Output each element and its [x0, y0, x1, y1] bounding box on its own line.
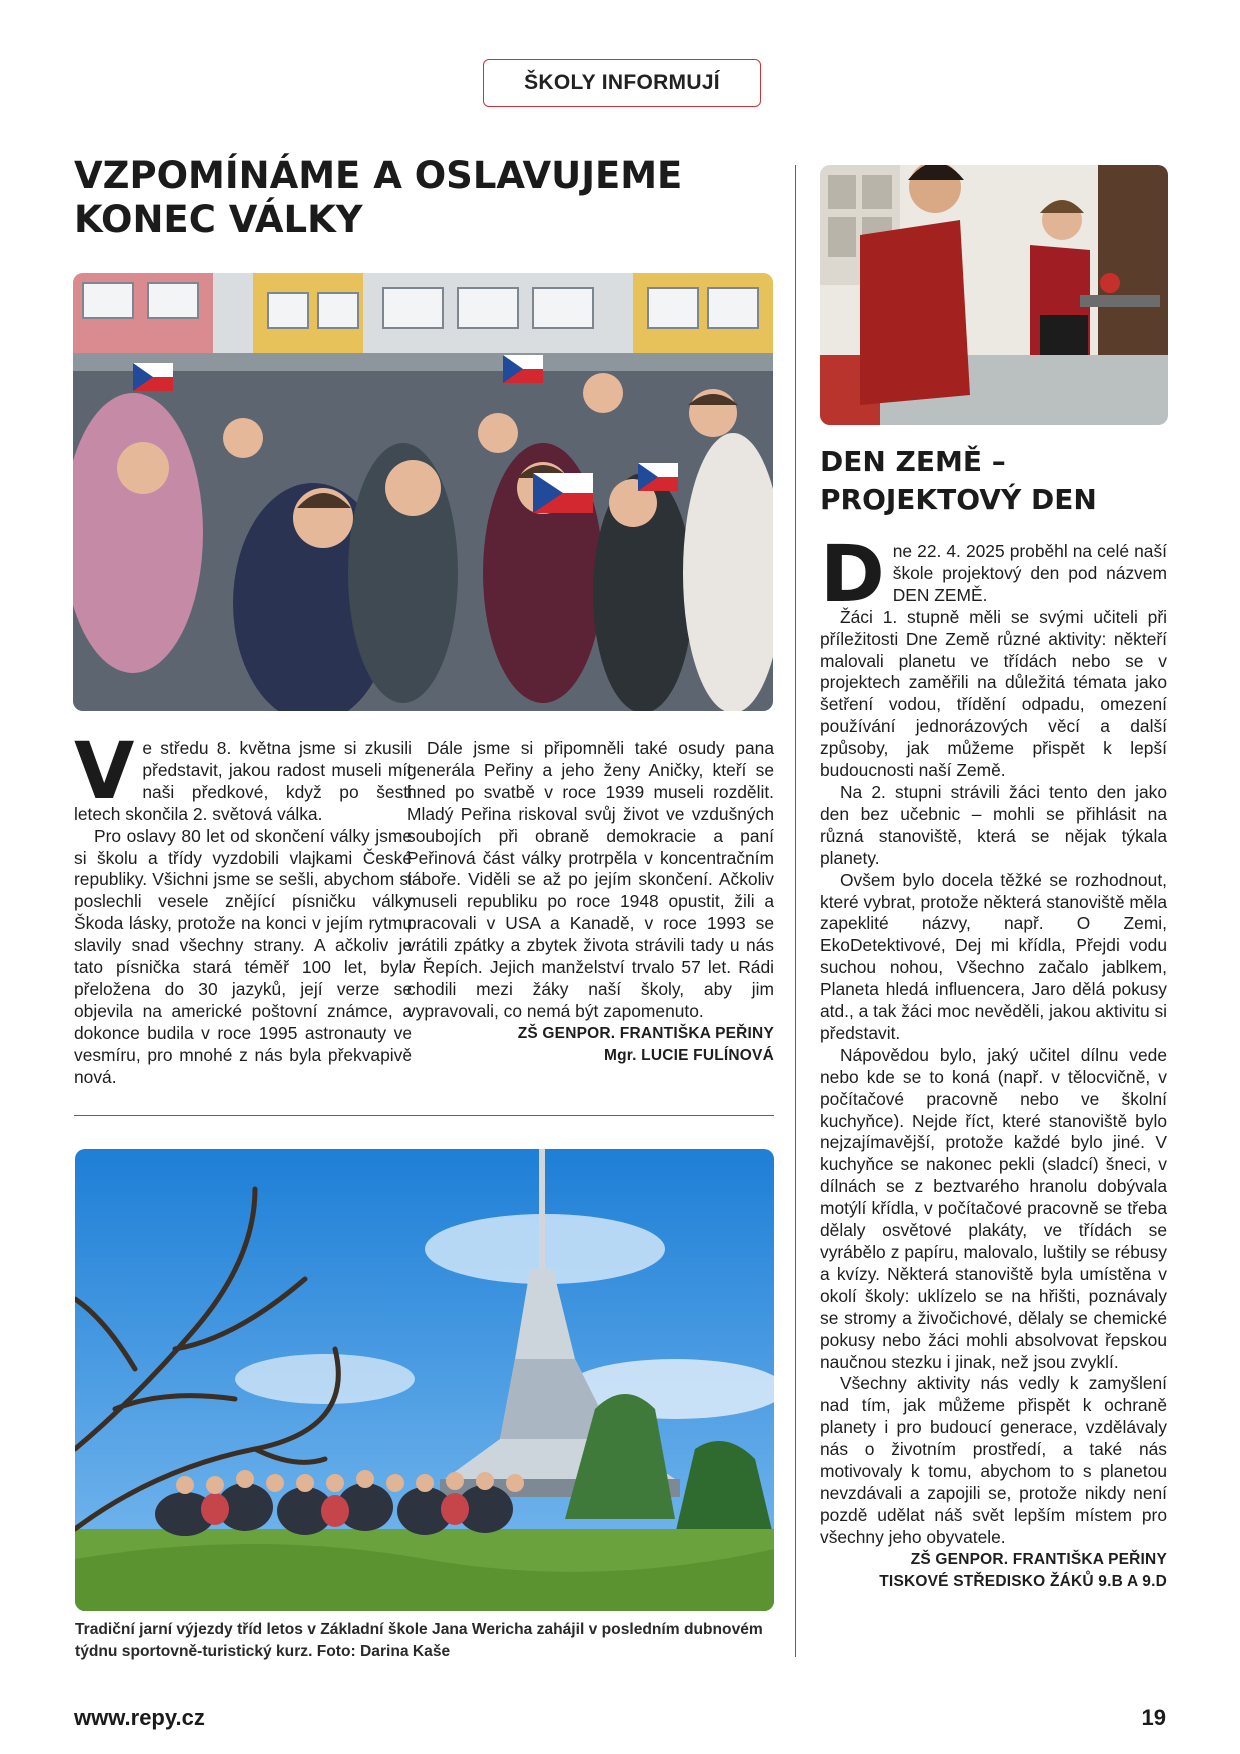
headline-line-2: PROJEKTOVÝ DEN — [820, 483, 1097, 516]
earth-day-paragraph-6: Všechny aktivity nás vedly k zamyšlení nad tím, jak můžeme přispět k ochraně planety i pro budoucí generace, vzdělávaly nás o životním prostředí, a také nás motivovaly k tomu, abychom to s planetou nevzdávali a zapojili se, protože nikdy není pozdě udělat náš svět lepším místem pro všechny jeho obyvatele. — [820, 1373, 1167, 1547]
photo-students-flags — [73, 273, 773, 711]
photo-workshop-students — [820, 165, 1168, 425]
war-article-lead: e středu 8. května jsme si zkusili představit, jakou radost museli mít naši předkové, když po šesti letech skončila 2. světová válka. — [74, 738, 412, 824]
horizontal-divider — [74, 1115, 774, 1116]
vertical-divider — [795, 165, 796, 1657]
earth-day-signature-school: ZŠ GENPOR. FRANTIŠKA PEŘINY — [910, 1550, 1167, 1568]
article-headline-war — [74, 154, 714, 242]
war-article-paragraph-3: Dále jsme si připomněli také osudy pana generála Peřiny a jeho ženy Aničky, kteří se hned po svatbě v roce 1939 museli rozdělit. Mladý Peřina riskoval svůj život ve vzdušných soubojích při obraně demokracie a paní Peřinová část války protrpěla v koncentračním táboře. Viděli se až po jejím skončení. Ačkoliv museli republiku po roce 1948 opustit, žili a pracovali v USA a Kanadě, v roce 1993 se vrátili zpátky a zbytek života strávili tady u nás v Řepích. Jejich manželství trvalo 57 let. Rádi chodili mezi žáky naší školy, aby jim vypravovali, co nemá být zapomenuto. — [407, 738, 774, 1021]
war-article-column-1 — [74, 727, 412, 1089]
headline-line-1: DEN ZEMĚ – — [820, 445, 1006, 478]
earth-day-paragraph-1 — [820, 530, 1167, 620]
war-article-signature-author: Mgr. LUCIE FULÍNOVÁ — [604, 1046, 774, 1064]
war-article-column-2 — [407, 738, 774, 1067]
footer-website-link[interactable]: www.repy.cz — [74, 1705, 205, 1730]
section-tag: ŠKOLY INFORMUJÍ — [483, 59, 761, 107]
war-article-signature-school: ZŠ GENPOR. FRANTIŠKA PEŘINY — [517, 1024, 774, 1042]
article-headline-earth-day — [820, 443, 1160, 519]
headline-line-1: VZPOMÍNÁME A OSLAVUJEME — [74, 154, 683, 197]
headline-line-2: KONEC VÁLKY — [74, 198, 363, 241]
war-article-paragraph-1 — [74, 727, 412, 826]
earth-day-paragraph-4: Ovšem bylo docela těžké se rozhodnout, které vybrat, protože některá stanoviště měla zapeklité názvy, např. O Zemi, EkoDetektivové, Dej mi křídla, Přejdi vodu suchou nohou, Všechno začalo jablkem, Planeta hledá influencera, Jaro dělá pokusy atd., a tak žáci moc nevěděli, jakou aktivitu si představit. — [820, 869, 1168, 1043]
earth-day-paragraph-5: Nápovědou bylo, jaký učitel dílnu vede nebo kde se to koná (např. v tělocvičně, v počítačové pracovně nebo ve školní kuchyňce). Nejde říct, které stanoviště bylo nejzajímavější, protože každé bylo jiné. V kuchyňce se nakonec pekli (sladcí) šneci, v dílnách se z beztvarého hranolu dobývala motýlí křídla, v počítačové pracovně se třeba dělaly osvětové plakáty, ve třídách se vyrábělo z papíru, malovalo, luštily se rébusy a kvízy. Některá stanoviště byla umístěna v okolí školy: uklízelo se na hřišti, poznávaly se stromy a živočichové, dělaly se chemické pokusy nebo žáci mohli absolvovat řepskou naučnou stezku i jinak, než jsou zvyklí. — [820, 1044, 1167, 1372]
dropcap: D — [820, 530, 885, 620]
war-article-paragraph-2: Pro oslavy 80 let od skončení války jsme si školu a třídy vyzdobili vlajkami České republiky. Všichni jsme se sešli, abychom si poslechli vesele znějící písničku války Škoda lásky, protože na konci v jejím rytmu slavily snad všechny strany. A ačkoliv je tato písnička stará téměř 100 let, byla přeložena do 30 jazyků, její verze se objevila na americké poštovní známce, a dokonce budila v roce 1995 astronauty ve vesmíru, pro mnohé z nás byla překvapivě nová. — [74, 825, 412, 1087]
dropcap: V — [74, 727, 135, 817]
page-number: 19 — [1141, 1705, 1166, 1730]
earth-day-signature-author: TISKOVÉ STŘEDISKO ŽÁKŮ 9.B A 9.D — [879, 1572, 1167, 1590]
earth-day-paragraph-3: Na 2. stupni strávili žáci tento den jako den bez učebnic – mohli se přihlásit na různá stanoviště, která se nějak týkala planety. — [820, 781, 1167, 868]
earth-day-paragraph-2: Žáci 1. stupně měli se svými učiteli při příležitosti Dne Země různé aktivity: někteří malovali planetu ve třídách nebo se v projektech zaměřili na důležitá témata jako šetření vodou, třídění odpadu, omezení používání jednorázových věcí a další způsoby, jak můžeme přispět k lepší budoucnosti naší Země. — [820, 606, 1167, 781]
earth-day-lead: ne 22. 4. 2025 proběhl na celé naší škole projektový den pod názvem DEN ZEMĚ. — [892, 541, 1167, 605]
photo-caption: Tradiční jarní výjezdy tříd letos v Základní škole Jana Wericha zahájil v posledním dubnovém týdnu sportovně-turistický kurz. Foto: Darina Kaše — [75, 1621, 763, 1660]
earth-day-column — [820, 530, 1168, 1593]
photo-jested-tower-group — [75, 1149, 774, 1611]
